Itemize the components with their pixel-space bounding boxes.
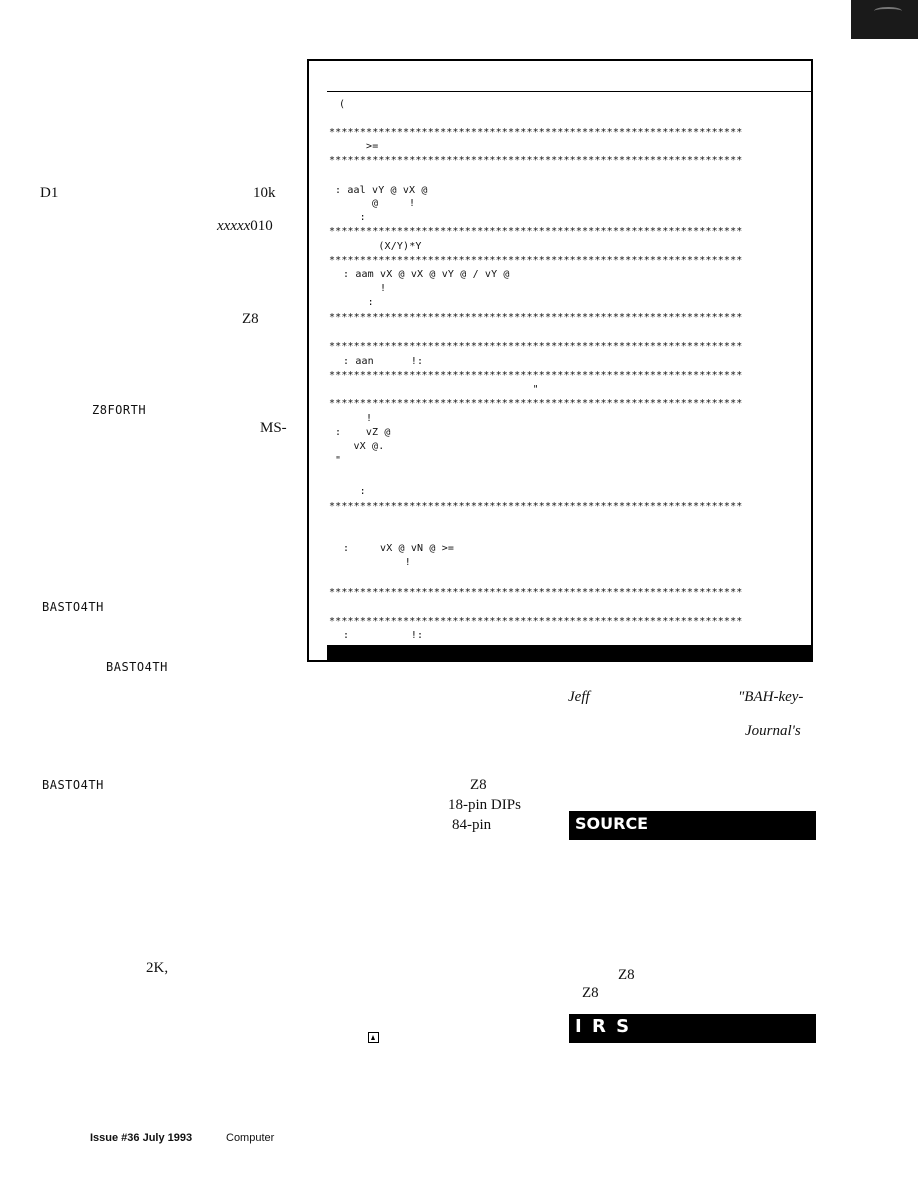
code-line: : — [335, 212, 366, 223]
code-line: ******************************************************************* — [329, 398, 743, 409]
left-text-basto4th-1: BASTO4TH — [42, 600, 104, 614]
left-text-binary: xxxxx010 — [217, 218, 273, 234]
left-text-basto4th-3: BASTO4TH — [42, 778, 104, 792]
source-heading: SOURCE — [575, 814, 649, 833]
right-text-bahkey: "BAH-key- — [738, 689, 804, 705]
code-line: : !: — [343, 630, 424, 641]
left-text-basto4th-2: BASTO4TH — [106, 660, 168, 674]
code-line: : — [343, 297, 374, 308]
code-line: @ ! — [335, 198, 416, 209]
irs-heading-bar — [569, 1014, 816, 1043]
code-line: ! — [329, 413, 373, 424]
left-text-d1: D1 — [40, 185, 59, 201]
footer-issue: Issue #36 July 1993 — [90, 1132, 193, 1144]
right-text-journals: Journal's — [745, 723, 801, 739]
left-text-2k: 2K, — [146, 960, 169, 976]
code-line: ******************************************************************* — [329, 587, 743, 598]
code-listing — [307, 59, 813, 662]
code-line: : vX @ vN @ >= — [343, 543, 455, 554]
code-line: ! — [343, 283, 387, 294]
listing-header-rule — [327, 91, 811, 92]
right-text-z8-2: Z8 — [582, 985, 599, 1001]
code-line: ******************************************************************* — [329, 226, 743, 237]
code-line: : aal vY @ vX @ — [335, 185, 428, 196]
code-line: ! — [343, 557, 411, 568]
code-line: " — [335, 455, 342, 466]
left-text-ms: MS- — [260, 420, 287, 436]
code-line: ******************************************************************* — [329, 312, 743, 323]
left-text-z8: Z8 — [242, 311, 259, 327]
mid-text-84pin: 84-pin — [452, 817, 492, 833]
code-line: ******************************************************************* — [329, 370, 743, 381]
left-text-10k: 10k — [253, 185, 276, 201]
mid-text-z8: Z8 — [470, 777, 487, 793]
code-line: " — [329, 384, 539, 395]
code-line: ******************************************************************* — [329, 155, 743, 166]
footer-magazine: Computer — [226, 1132, 275, 1144]
mid-text-18pin: 18-pin DIPs — [448, 797, 521, 813]
code-line: ******************************************************************* — [329, 616, 743, 627]
end-of-article-icon — [368, 1032, 379, 1043]
code-line: >= — [329, 141, 379, 152]
left-text-z8forth: Z8FORTH — [92, 403, 147, 417]
code-line: (X/Y)*Y — [329, 241, 422, 252]
right-text-z8-1: Z8 — [618, 967, 635, 983]
code-line: ******************************************************************* — [329, 501, 743, 512]
code-line: : aam vX @ vX @ vY @ / vY @ — [343, 269, 510, 280]
code-line: vX @. — [335, 441, 385, 452]
corner-logo — [851, 0, 918, 39]
code-line: ******************************************************************* — [329, 255, 743, 266]
source-heading-bar — [569, 811, 816, 840]
code-line: : — [335, 486, 366, 497]
code-line: : aan !: — [343, 356, 424, 367]
code-line: ******************************************************************* — [329, 127, 743, 138]
right-text-jeff: Jeff — [568, 689, 590, 705]
listing-footer-bar — [327, 645, 813, 662]
code-line: ( — [339, 99, 346, 110]
irs-heading: I R S — [575, 1016, 632, 1037]
code-line: ******************************************************************* — [329, 341, 743, 352]
code-line: : vZ @ — [335, 427, 391, 438]
